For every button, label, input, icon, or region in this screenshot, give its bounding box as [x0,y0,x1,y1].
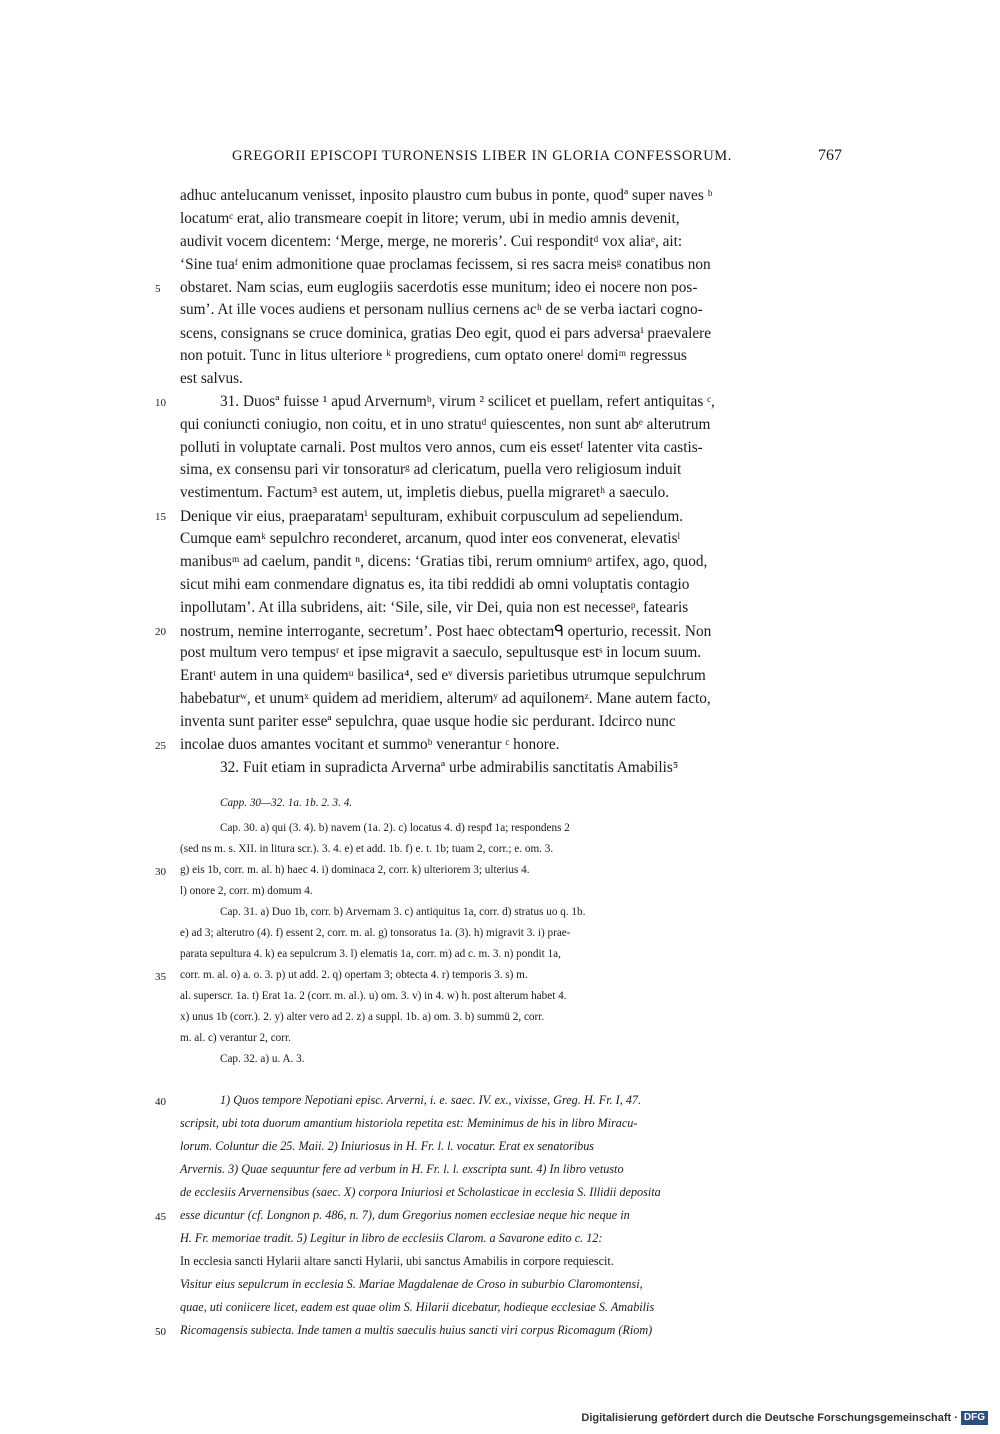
text-line: post multum vero tempusʳ et ipse migravit a saeculo, sepultusque estˢ in locum suum. [180,644,702,661]
apparatus-line: Cap. 31. a) Duo 1b, corr. b) Arvernam 3. c) antiquitus 1a, corr. d) stratus uo q. 1b. [220,906,586,918]
apparatus-line: parata sepultura 4. k) ea sepulcrum 3. l) elematis 1a, corr. m) ad c. m. 3. n) pondit 1a, [180,948,561,960]
line-number: 5 [155,283,161,295]
credit-text: Digitalisierung gefördert durch die Deutsche Forschungsgemeinschaft · [581,1412,958,1424]
footnote-line: H. Fr. memoriae tradit. 5) Legitur in libro de ecclesiis Clarom. a Savarone edito c. 12: [180,1231,603,1245]
text-line: locatumᶜ erat, alio transmeare coepit in litore; verum, ubi in medio amnis devenit, [180,210,680,227]
apparatus-line: (sed ns m. s. XII. in litura scr.). 3. 4. e) et add. 1b. f) e. t. 1b; tuam 2, corr.; e. om. 3. [180,843,554,855]
line-number: 35 [155,971,166,983]
footnote-line: Arvernis. 3) Quae sequuntur fere ad verbum in H. Fr. l. l. exscripta sunt. 4) In libro vetusto [180,1162,624,1176]
apparatus-line: l) onore 2, corr. m) domum 4. [180,885,313,897]
text-line: vestimentum. Factum³ est autem, ut, impletis diebus, puella migraretʰ a saeculo. [180,484,670,501]
text-line: Denique vir eius, praeparatamⁱ sepulturam, exhibuit corpusculum ad sepeliendum. [180,508,684,525]
line-number: 25 [155,740,166,752]
footnote-line: de ecclesiis Arvernensibus (saec. X) corpora Iniuriosi et Scholasticae in ecclesia S. Illidii deposita [180,1185,661,1199]
line-number: 15 [155,511,166,523]
apparatus-line: e) ad 3; alterutro (4). f) essent 2, corr. m. al. g) tonsoratus 1a. (3). h) migravit 3. i) prae- [180,927,571,939]
text-line: incolae duos amantes vocitant et summoᵇ venerantur ᶜ honore. [180,736,560,753]
apparatus-line: m. al. c) verantur 2, corr. [180,1032,291,1044]
text-line: nostrum, nemine interrogante, secretum’. Post haec obtectamᑫ operturio, recessit. Non [180,623,712,640]
line-number: 45 [155,1211,166,1223]
line-number: 10 [155,397,166,409]
text-line: ‘Sine tuaᶠ enim admonitione quae proclamas fecissem, si res sacra meisᵍ conatibus non [180,256,711,273]
digitization-credit [581,1410,988,1426]
text-line: polluti in voluptate carnali. Post multos vero annos, cum eis essetᶠ latenter vita castis- [180,439,703,456]
apparatus-sigla: Capp. 30—32. 1a. 1b. 2. 3. 4. [220,797,353,809]
line-number: 40 [155,1096,166,1108]
apparatus-line: corr. m. al. o) a. o. 3. p) ut add. 2. q) opertam 3; obtecta 4. r) temporis 3. s) m. [180,969,528,981]
text-line: habebaturʷ, et unumˣ quidem ad meridiem, alterumʸ ad aquilonemᶻ. Mane autem facto, [180,690,711,707]
line-number: 30 [155,866,166,878]
dfg-logo: DFG [961,1411,988,1425]
text-line: Erantᵗ autem in una quidemᵘ basilica⁴, sed eᵛ diversis parietibus utrumque sepulchrum [180,667,706,684]
chapter-32-start: 32. Fuit etiam in supradicta Arvernaª urbe admirabilis sanctitatis Amabilis⁵ [220,759,679,776]
apparatus-line: Cap. 32. a) u. A. 3. [220,1053,305,1065]
text-line: audivit vocem dicentem: ‘Merge, merge, ne moreris’. Cui responditᵈ vox aliaᵉ, ait: [180,233,683,250]
text-line: sum’. At ille voces audiens et personam nullius cernens acʰ de se verba iactari cogno- [180,301,703,318]
footnote-line: quae, uti coniicere licet, eadem est quae olim S. Hilarii dicebatur, hodieque ecclesiae S. Amabilis [180,1300,655,1314]
text-line: Cumque eamᵏ sepulchro reconderet, arcanum, quod inter eos convenerat, elevatisˡ [180,530,681,547]
running-title: GREGORII EPISCOPI TURONENSIS LIBER IN GLORIA CONFESSORUM. [232,148,732,164]
footnote-line: scripsit, ubi tota duorum amantium historiola repetita est: Meminimus de his in libro Miracu- [180,1116,638,1130]
running-header [232,148,842,170]
footnote-line: Ricomagensis subiecta. Inde tamen a multis saeculis huius sancti viri corpus Ricomagum (Riom) [180,1323,653,1337]
apparatus-line: al. superscr. 1a. t) Erat 1a. 2 (corr. m. al.). u) om. 3. v) in 4. w) h. post alterum habet 4. [180,990,567,1002]
footnote-line: esse dicuntur (cf. Longnon p. 486, n. 7), dum Gregorius nomen ecclesiae neque hic neque in [180,1208,630,1222]
text-line: sima, ex consensu pari vir tonsoraturᵍ ad clericatum, puella vero religiosum induit [180,461,682,478]
footnote-line: 1) Quos tempore Nepotiani episc. Arverni, i. e. saec. IV. ex., vixisse, Greg. H. Fr. I, 47. [220,1093,642,1107]
apparatus-line: g) eis 1b, corr. m. al. h) haec 4. i) dominaca 2, corr. k) ulteriorem 3; ulterius 4. [180,864,530,876]
line-number: 20 [155,626,166,638]
footnote-line: Visitur eius sepulcrum in ecclesia S. Mariae Magdalenae de Croso in suburbio Claromontensi, [180,1277,643,1291]
apparatus-line: x) unus 1b (corr.). 2. y) alter vero ad 2. z) a suppl. 1b. a) om. 3. b) summü 2, corr. [180,1011,545,1023]
text-line: qui coniuncti coniugio, non coitu, et in uno stratuᵈ quiescentes, non sunt abᵉ alterutrum [180,416,711,433]
text-line: est salvus. [180,370,243,387]
chapter-31-start: 31. Duosª fuisse ¹ apud Arvernumᵇ, virum ² scilicet et puellam, refert antiquitas ᶜ, [220,393,715,410]
footnote-line: In ecclesia sancti Hylarii altare sancti Hylarii, ubi sanctus Amabilis in corpore requiescit. [180,1254,614,1268]
text-line: scens, consignans se cruce dominica, gratias Deo egit, quod ei pars adversaⁱ praevalere [180,325,712,342]
text-line: sicut mihi eam conmendare dignatus es, ita tibi reddidi ab omni voluptatis contagio [180,576,690,593]
text-line: inpollutam’. At illa subridens, ait: ‘Sile, sile, vir Dei, quia non est necesseᵖ, fatearis [180,599,689,616]
line-number: 50 [155,1326,166,1338]
text-line: obstaret. Nam scias, eum euglogiis sacerdotis esse munitum; ideo ei nocere non pos- [180,279,698,296]
footnote-line: lorum. Coluntur die 25. Maii. 2) Iniuriosus in H. Fr. l. l. vocatur. Erat ex senatoribus [180,1139,595,1153]
text-line: manibusᵐ ad caelum, pandit ⁿ, dicens: ‘Gratias tibi, rerum omniumᵒ artifex, ago, quod, [180,553,708,570]
text-line: non potuit. Tunc in litus ulteriore ᵏ progrediens, cum optato onereˡ domiᵐ regressus [180,347,687,364]
text-line: adhuc antelucanum venisset, inposito plaustro cum bubus in ponte, quodª super naves ᵇ [180,187,713,204]
apparatus-line: Cap. 30. a) qui (3. 4). b) navem (1a. 2). c) locatus 4. d) respđ 1a; respondens 2 [220,822,570,834]
page-number: 767 [818,147,842,164]
text-line: inventa sunt pariter esseª sepulchra, quae usque hodie sic perdurant. Idcirco nunc [180,713,676,730]
